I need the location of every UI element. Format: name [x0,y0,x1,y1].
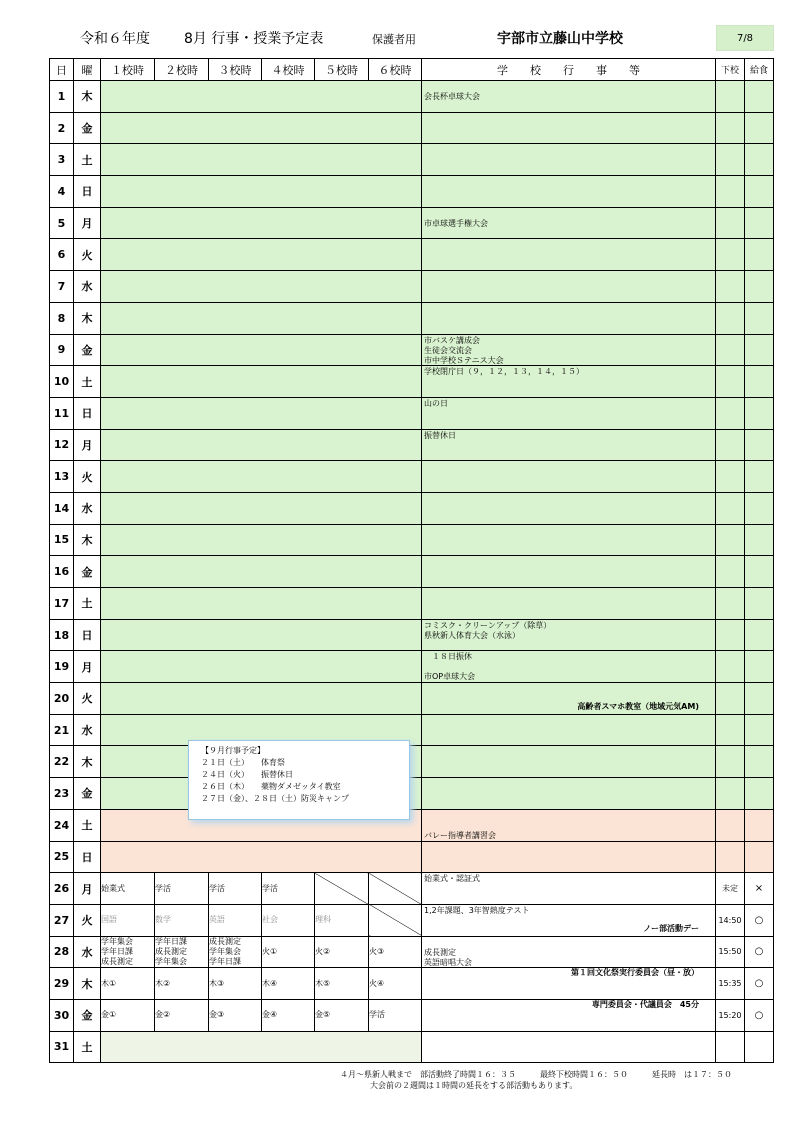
lunch-mark [745,112,774,144]
weekday: 月 [74,873,101,905]
col-period-5: ５校時 [315,59,369,81]
event-cell [422,556,716,588]
schedule-row [50,144,774,176]
day-number: 18 [50,619,74,651]
schedule-table [49,58,774,1063]
era-year: 令和６年度 [80,31,150,47]
weekday: 土 [74,809,101,841]
event-text: 始業式・認証式 [424,874,480,884]
lunch-mark [745,492,774,524]
period-area [101,302,422,334]
weekday: 水 [74,492,101,524]
lunch-mark [745,334,774,366]
day-number: 19 [50,651,74,683]
schedule-row [50,112,774,144]
weekday: 金 [74,999,101,1031]
event-cell [422,176,716,208]
period-cell: 学活 [262,873,315,905]
lunch-mark [745,524,774,556]
period-area [101,144,422,176]
lunch-mark: ○ [745,904,774,936]
period-cell: 金③ [209,999,262,1031]
col-gekou: 下校 [716,59,745,81]
event-cell [422,809,716,841]
event-cell [422,239,716,271]
event-cell [422,683,716,715]
period-cell: 金② [155,999,209,1031]
lunch-mark [745,397,774,429]
weekday: 火 [74,239,101,271]
day-number: 11 [50,397,74,429]
weekday: 日 [74,841,101,873]
lunch-mark [745,1031,774,1063]
note-line: ２６日（木） 薬物ダメゼッタイ教室 [201,782,341,791]
dismissal-time: 15:50 [716,936,745,968]
dismissal-time [716,524,745,556]
event-cell [422,397,716,429]
event-cell [422,81,716,113]
day-number: 3 [50,144,74,176]
lunch-mark [745,144,774,176]
col-period-6: ６校時 [369,59,422,81]
dismissal-time [716,429,745,461]
event-cell [422,271,716,303]
note-line: ２１日（土） 体育祭 [201,758,285,767]
dismissal-time [716,556,745,588]
weekday: 水 [74,271,101,303]
schedule-row [50,492,774,524]
period-cell: 英語 [209,904,262,936]
period-cell: 学活 [369,999,422,1031]
schedule-row [50,778,774,810]
schedule-row [50,239,774,271]
dismissal-time [716,492,745,524]
period-cell: 始業式 [101,873,155,905]
day-number: 2 [50,112,74,144]
period-area [101,461,422,493]
dismissal-time [716,461,745,493]
period-area [101,112,422,144]
period-area [101,207,422,239]
event-highlight: 高齢者スマホ教室（地域元気AM) [577,701,699,711]
dismissal-time [716,619,745,651]
period-area [101,841,422,873]
lunch-mark [745,429,774,461]
day-number: 12 [50,429,74,461]
event-cell [422,873,716,905]
dismissal-time [716,651,745,683]
schedule-row [50,651,774,683]
period-cell: 金④ [262,999,315,1031]
period-area [101,271,422,303]
day-number: 24 [50,809,74,841]
event-text: 山の日 [424,398,448,408]
event-text: 市バスケ講成会 生徒会交流会 市中学校Ｓテニス大会 [424,335,504,365]
period-cell: 金⑤ [315,999,369,1031]
event-cell [422,334,716,366]
weekday: 木 [74,524,101,556]
event-cell [422,714,716,746]
day-number: 6 [50,239,74,271]
period-area [101,81,422,113]
col-day: 日 [50,59,74,81]
day-number: 21 [50,714,74,746]
schedule-row [50,461,774,493]
weekday: 金 [74,778,101,810]
period-cell-empty [369,904,422,936]
period-cell: 学年集会 学年日課 成長測定 [101,936,155,968]
weekday: 日 [74,619,101,651]
day-number: 23 [50,778,74,810]
event-cell [422,904,716,936]
dismissal-time [716,302,745,334]
event-cell [422,936,716,968]
period-cell: 火④ [369,968,422,1000]
day-number: 5 [50,207,74,239]
weekday: 火 [74,904,101,936]
dismissal-time: 15:20 [716,999,745,1031]
period-cell: 火① [262,936,315,968]
period-area [101,176,422,208]
lunch-mark [745,746,774,778]
schedule-row [50,746,774,778]
dismissal-time [716,334,745,366]
event-highlight: 専門委員会・代議員会 45分 [591,999,699,1009]
period-cell: 金① [101,999,155,1031]
period-area [101,334,422,366]
col-period-4: ４校時 [262,59,315,81]
period-cell: 理科 [315,904,369,936]
weekday: 月 [74,207,101,239]
dismissal-time [716,144,745,176]
period-cell-empty [315,873,369,905]
event-cell [422,429,716,461]
dismissal-time [716,271,745,303]
weekday: 木 [74,968,101,1000]
weekday: 土 [74,1031,101,1063]
footer-line-2: 大会前の２週間は１時間の延長をする部活動もあります。 [370,1081,578,1090]
lunch-mark [745,841,774,873]
lunch-mark [745,809,774,841]
schedule-row [50,683,774,715]
event-cell [422,366,716,398]
weekday: 土 [74,144,101,176]
event-text: 振替休日 [424,430,456,440]
page-title: 8月 行事・授業予定表 [184,31,324,47]
day-number: 27 [50,904,74,936]
schedule-row [50,619,774,651]
schedule-row [50,556,774,588]
event-text: 会長杯卓球大会 [424,92,480,101]
day-number: 26 [50,873,74,905]
dismissal-time: 未定 [716,873,745,905]
period-area [101,492,422,524]
period-area [101,556,422,588]
day-number: 4 [50,176,74,208]
col-weekday: 曜 [74,59,101,81]
col-period-1: １校時 [101,59,155,81]
lunch-mark [745,778,774,810]
period-cell: 成長測定 学年集会 学年日課 [209,936,262,968]
dismissal-time [716,207,745,239]
lunch-mark [745,651,774,683]
schedule-row [50,873,774,905]
footer-line-1: ４月～県新人戦まで 部活動終了時間１６：３５ 最終下校時間１６：５０ 延長時 は１７：５０ [340,1070,732,1079]
dismissal-time [716,239,745,271]
weekday: 金 [74,334,101,366]
note-title: 【９月行事予定】 [201,746,265,755]
day-number: 30 [50,999,74,1031]
event-cell [422,492,716,524]
period-cell: 学活 [155,873,209,905]
day-number: 9 [50,334,74,366]
col-kyushoku: 給食 [745,59,774,81]
weekday: 火 [74,683,101,715]
dismissal-time: 14:50 [716,904,745,936]
event-cell [422,112,716,144]
lunch-mark [745,81,774,113]
dismissal-time [716,778,745,810]
event-text: 成長測定 英語暗唱大会 [424,947,472,967]
day-number: 28 [50,936,74,968]
schedule-row [50,714,774,746]
event-text: コミスク・クリーンアップ（除草） 県秋新人体育大会（水泳） [424,620,552,640]
weekday: 日 [74,397,101,429]
event-cell [422,524,716,556]
period-area [101,524,422,556]
note-line: ２７日（金）、２８日（土）防災キャンプ [201,794,349,803]
weekday: 日 [74,176,101,208]
event-cell [422,746,716,778]
period-cell: 社会 [262,904,315,936]
event-text: １８日振休 市OP卓球大会 [424,652,476,682]
dismissal-time [716,746,745,778]
period-area [101,619,422,651]
day-number: 16 [50,556,74,588]
dismissal-time [716,397,745,429]
dismissal-time [716,714,745,746]
event-text: 1,2年課題、3年智熱度テスト [424,905,530,915]
event-cell [422,968,716,1000]
weekday: 水 [74,714,101,746]
school-name: 宇部市立藤山中学校 [497,31,623,47]
dismissal-time [716,588,745,620]
period-cell: 木③ [209,968,262,1000]
day-number: 7 [50,271,74,303]
lunch-mark: ○ [745,968,774,1000]
period-cell: 木② [155,968,209,1000]
schedule-row [50,841,774,873]
period-area [101,1031,422,1063]
dismissal-time [716,366,745,398]
weekday: 木 [74,746,101,778]
schedule-row [50,334,774,366]
lunch-mark [745,271,774,303]
event-cell [422,207,716,239]
header-row [50,59,774,81]
period-cell: 数学 [155,904,209,936]
note-line: ２４日（火） 振替休日 [201,770,293,779]
schedule-row [50,936,774,968]
lunch-mark [745,619,774,651]
period-area [101,683,422,715]
period-cell: 学活 [209,873,262,905]
weekday: 火 [74,461,101,493]
weekday: 金 [74,556,101,588]
period-cell: 学年日課 成長測定 学年集会 [155,936,209,968]
event-cell [422,619,716,651]
schedule-row [50,968,774,1000]
schedule-row [50,81,774,113]
lunch-mark: ○ [745,999,774,1031]
period-area [101,397,422,429]
period-cell: 火③ [369,936,422,968]
day-number: 29 [50,968,74,1000]
audience-label: 保護者用 [372,33,416,46]
lunch-mark: ○ [745,936,774,968]
weekday: 土 [74,588,101,620]
lunch-mark [745,239,774,271]
lunch-mark [745,366,774,398]
day-number: 17 [50,588,74,620]
event-cell [422,144,716,176]
schedule-row [50,207,774,239]
event-cell [422,588,716,620]
weekday: 土 [74,366,101,398]
dismissal-time [716,81,745,113]
schedule-row [50,366,774,398]
schedule-row [50,904,774,936]
period-cell: 木① [101,968,155,1000]
event-cell [422,651,716,683]
schedule-row [50,429,774,461]
schedule-row [50,397,774,429]
september-events-note [188,740,410,820]
lunch-mark [745,556,774,588]
schedule-row [50,809,774,841]
period-area [101,588,422,620]
period-cell: 国語 [101,904,155,936]
event-cell [422,461,716,493]
event-text: 学校閉庁日（９，１２，１３，１４，１５） [424,367,584,377]
dismissal-time [716,683,745,715]
day-number: 13 [50,461,74,493]
day-number: 14 [50,492,74,524]
period-cell: 木④ [262,968,315,1000]
dismissal-time [716,1031,745,1063]
period-cell: 木⑤ [315,968,369,1000]
dismissal-time [716,809,745,841]
schedule-row [50,1031,774,1063]
lunch-mark [745,207,774,239]
event-highlight: 第１回文化祭実行委員会（昼・放） [571,968,699,978]
event-text: バレー指導者講習会 [424,830,496,840]
lunch-mark [745,176,774,208]
period-cell-empty [369,873,422,905]
schedule-row [50,271,774,303]
weekday: 水 [74,936,101,968]
period-area [101,651,422,683]
weekday: 金 [74,112,101,144]
weekday: 木 [74,81,101,113]
dismissal-time [716,176,745,208]
day-number: 1 [50,81,74,113]
dismissal-time [716,112,745,144]
day-number: 10 [50,366,74,398]
event-cell [422,999,716,1031]
lunch-mark [745,302,774,334]
period-area [101,429,422,461]
lunch-mark [745,588,774,620]
weekday: 月 [74,651,101,683]
schedule-row [50,302,774,334]
col-period-3: ３校時 [209,59,262,81]
period-area [101,366,422,398]
event-cell [422,841,716,873]
day-number: 8 [50,302,74,334]
event-cell [422,302,716,334]
schedule-row [50,524,774,556]
schedule-row [50,999,774,1031]
day-number: 20 [50,683,74,715]
page-number: 7/8 [716,25,774,51]
schedule-row [50,176,774,208]
weekday: 木 [74,302,101,334]
event-cell [422,778,716,810]
event-highlight: ノー部活動デー [643,923,699,933]
col-events: 学 校 行 事 等 [422,59,716,81]
day-number: 25 [50,841,74,873]
weekday: 月 [74,429,101,461]
period-cell: 火② [315,936,369,968]
event-text: 市卓球選手権大会 [424,218,488,228]
dismissal-time [716,841,745,873]
day-number: 15 [50,524,74,556]
lunch-mark [745,461,774,493]
day-number: 22 [50,746,74,778]
lunch-mark: × [745,873,774,905]
lunch-mark [745,683,774,715]
lunch-mark [745,714,774,746]
schedule-row [50,588,774,620]
period-area [101,239,422,271]
col-period-2: ２校時 [155,59,209,81]
day-number: 31 [50,1031,74,1063]
dismissal-time: 15:35 [716,968,745,1000]
event-cell [422,1031,716,1063]
